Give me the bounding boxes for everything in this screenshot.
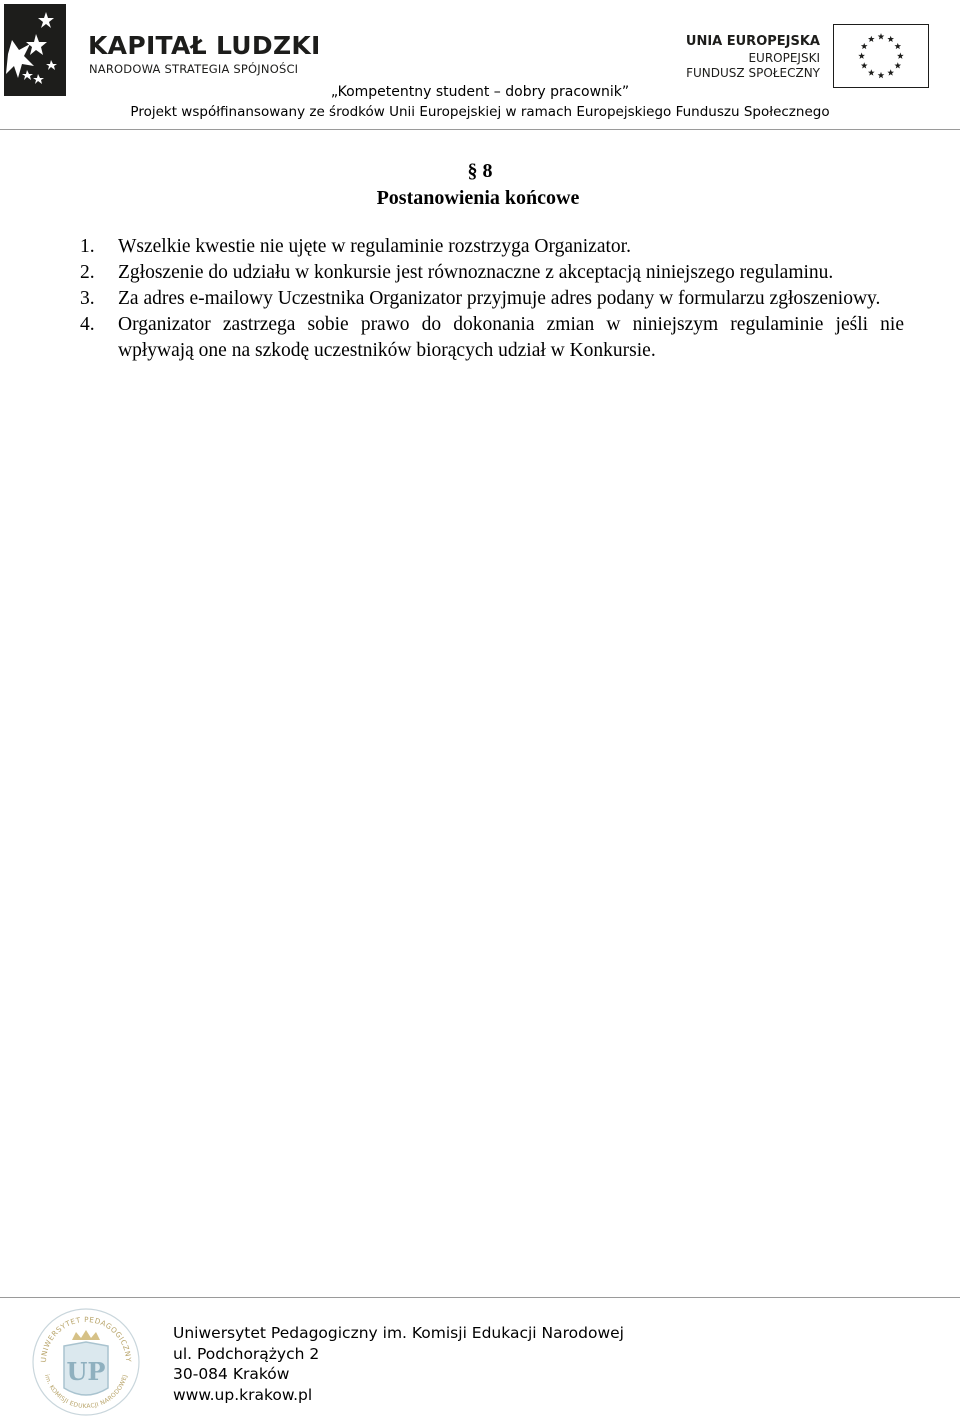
footer-line-1: Uniwersytet Pedagogiczny im. Komisji Edukacji Narodowej [173, 1324, 624, 1342]
eu-star-icon [861, 43, 868, 49]
footer-divider [0, 1297, 960, 1298]
footer-line-2: ul. Podchorążych 2 [173, 1344, 320, 1363]
list-item-text: Zgłoszenie do udziału w konkursie jest równoznaczne z akceptacją niniejszego regulaminu. [118, 262, 834, 283]
uniwersytet-pedagogiczny-seal-icon [30, 1306, 142, 1418]
list-item [80, 286, 904, 312]
footer-line-3: 30-084 Kraków [173, 1365, 290, 1383]
eu-star-icon [894, 62, 901, 68]
section-title: Postanowienia końcowe [376, 187, 580, 209]
list-item-text: Wszelkie kwestie nie ujęte w regulaminie rozstrzyga Organizator. [118, 236, 631, 257]
section-number: § 8 [467, 160, 493, 182]
kapital-ludzki-subtitle: NARODOWA STRATEGIA SPÓJNOŚCI [89, 62, 299, 76]
eu-star-icon [894, 43, 901, 49]
list-item [80, 234, 904, 260]
footer-address [173, 1323, 624, 1405]
list-item-text: Za adres e-mailowy Uczestnika Organizator przyjmuje adres podany w formularzu zgłoszeniowy. [118, 288, 881, 309]
footer-website-link[interactable]: www.up.krakow.pl [173, 1385, 313, 1404]
eu-star-icon [887, 36, 894, 42]
eu-star-icon [858, 53, 865, 59]
eu-star-icon [868, 69, 875, 75]
seal-monogram: UP [66, 1357, 106, 1386]
eu-star-icon [887, 69, 894, 75]
eu-star-icon [878, 72, 885, 78]
list-item [80, 260, 904, 286]
seal-ring-text-top: UNIWERSYTET PEDAGOGICZNY [38, 1314, 134, 1363]
eu-star-icon [878, 33, 885, 39]
header-divider [0, 129, 960, 130]
eu-logo-text [686, 34, 820, 81]
list-item [80, 312, 904, 364]
eu-line-2: EUROPEJSKI [748, 51, 820, 65]
seal-ring-text-bottom: im. KOMISJI EDUKACJI NARODOWEJ [43, 1373, 129, 1411]
project-title: „Kompetentny student – dobry pracownik” [330, 84, 630, 100]
list-item-number: 4. [80, 314, 95, 335]
list-item-number: 3. [80, 288, 95, 309]
project-cofinancing: Projekt współfinansowany ze środków Unii Europejskiej w ramach Europejskiego Funduszu Społecznego [130, 104, 830, 120]
provisions-list [80, 234, 904, 364]
kapital-ludzki-title: KAPITAŁ LUDZKI [88, 31, 321, 60]
eu-star-icon [861, 62, 868, 68]
list-item-number: 1. [80, 236, 95, 257]
list-item-text: Organizator zastrzega sobie prawo do dokonania zmian w niniejszym regulaminie jeśli nie wpływają one na szkodę uczestników biorących udział w Konkursie. [118, 314, 904, 361]
eu-star-icon [897, 53, 904, 59]
eu-star-icon [868, 36, 875, 42]
eu-flag-icon [833, 24, 929, 88]
eu-line-3: FUNDUSZ SPOŁECZNY [686, 66, 820, 80]
list-item-number: 2. [80, 262, 95, 283]
eu-line-1: UNIA EUROPEJSKA [685, 34, 820, 49]
